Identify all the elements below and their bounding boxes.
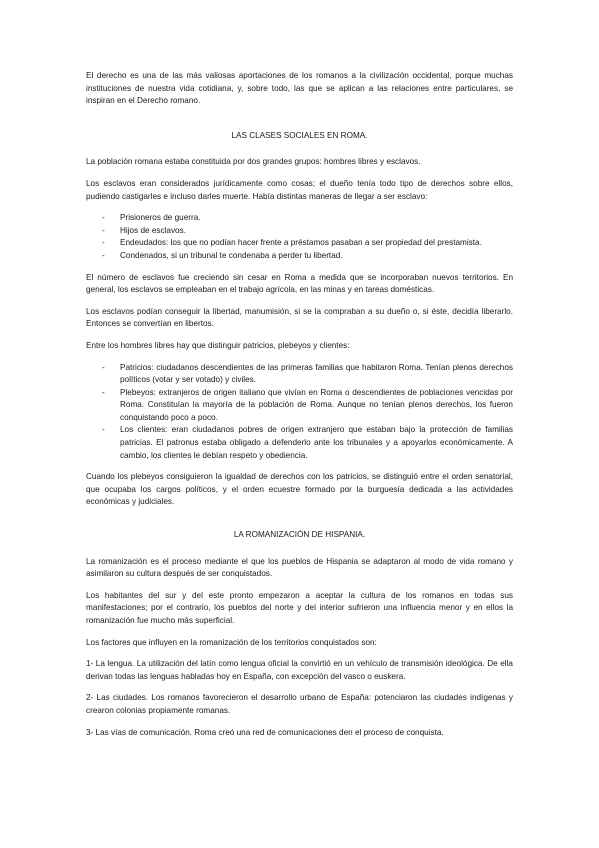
list-item: - Condenados, si un tribunal te condenaba a perder tu libertad. <box>86 250 513 263</box>
section-heading-clases-sociales: LAS CLASES SOCIALES EN ROMA. <box>231 130 368 140</box>
list-item: - Hijos de esclavos. <box>86 225 513 238</box>
paragraph: Los habitantes del sur y del este pronto empezaron a aceptar la cultura de los romanos en todas sus manifestaciones; por el contrario, los pueblos del norte y del interior sufrieron una influencia menor y en ellos la romanización fue mucho más superficial. <box>86 590 513 625</box>
list-item: - Plebeyos: extranjeros de origen italiano que vivían en Roma o descendientes de poblaciones vencidas por Roma. Constituían la mayoría de la población de Roma. Aunque no tenían plenos derechos, los fueron conquistando poco a poco. <box>86 387 513 425</box>
factor-paragraph: 2- Las ciudades. Los romanos favorecieron el desarrollo urbano de España: potenciaron las ciudades indígenas y crearon colonias propiamente romanas. <box>86 693 513 715</box>
free-men-list <box>86 362 513 463</box>
paragraph: La población romana estaba constituida por dos grandes grupos: hombres libres y esclavos. <box>86 157 421 167</box>
factor-paragraph: 3- Las vías de comunicación. Roma creó una red de comunicaciones den el proceso de conquista. <box>86 727 444 737</box>
list-item: - Endeudados: los que no podían hacer frente a préstamos pasaban a ser propiedad del prestamista. <box>86 237 513 250</box>
list-item: - Patricios: ciudadanos descendientes de las primeras familias que habitaron Roma. Tenían plenos derechos políticos (votar y ser votado) y civiles. <box>86 362 513 387</box>
list-item: - Los clientes: eran ciudadanos pobres de origen extranjero que estaban bajo la protección de familias patricias. El patronus estaba obligado a defenderlo ante los tribunales y a apoyarlos económicamente. A cambio, los clientes le debían respeto y obediencia. <box>86 424 513 462</box>
paragraph: Los factores que influyen en la romanización de los territorios conquistados son: <box>86 637 377 647</box>
paragraph: La romanización es el proceso mediante el que los pueblos de Hispania se adaptaron al modo de vida romano y asimilaron su cultura después de ser conquistados. <box>86 556 513 579</box>
factor-paragraph: 1- La lengua. La utilización del latín como lengua oficial la convirtió en un vehículo de transmisión ideológica. De ella derivan todas las lenguas habladas hoy en España, con excepción del vasco o euskera. <box>86 659 513 681</box>
paragraph: Los esclavos eran considerados jurídicamente como cosas; el dueño tenía todo tipo de derechos sobre ellos, pudiendo castigarles e incluso darles muerte. Había distintas maneras de llegar a ser esclavo: <box>86 178 513 201</box>
list-item: - Prisioneros de guerra. <box>86 212 513 225</box>
paragraph: Los esclavos podían conseguir la libertad, manumisión, si se la compraban a su dueño o, si éste, decidía liberarlo. Entonces se convertían en libertos. <box>86 306 513 329</box>
section-heading-romanizacion: LA ROMANIZACIÓN DE HISPANIA. <box>233 530 366 540</box>
paragraph: Entre los hombres libres hay que distinguir patricios, plebeyos y clientes: <box>86 340 350 350</box>
intro-paragraph: El derecho es una de las más valiosas aportaciones de los romanos a la civilización occidental, porque muchas instituciones de nuestra vida cotidiana, y, sobre todo, las que se aplican a las relaciones entre particulares, se inspiran en el Derecho romano. <box>86 71 513 106</box>
paragraph: El número de esclavos fue creciendo sin cesar en Roma a medida que se incorporaban nuevos territorios. En general, los esclavos se empleaban en el trabajo agrícola, en las minas y en tareas domésticas. <box>86 272 513 295</box>
slave-ways-list <box>86 212 513 262</box>
paragraph: Cuando los plebeyos consiguieron la igualdad de derechos con los patricios, se distinguió entre el orden senatorial, que ocupaba los cargos políticos, y el orden ecuestre formado por la burguesía dedicada a las actividades económicas y judiciales. <box>86 472 513 507</box>
